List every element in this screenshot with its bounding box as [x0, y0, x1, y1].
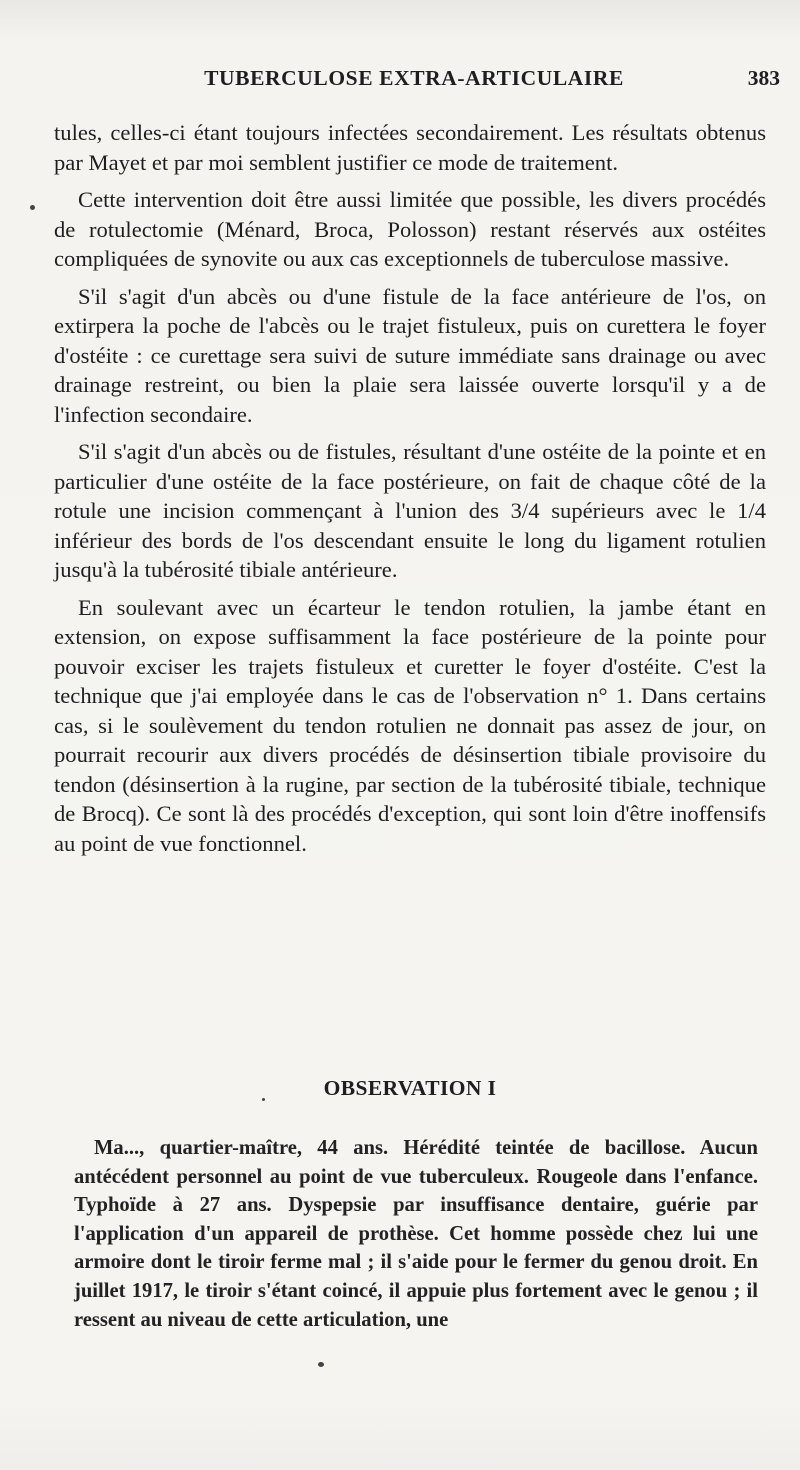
paragraph-2: Cette intervention doit être aussi limitée que possible, les divers procédés de rotulectomie (Ménard, Broca, Polosson) restant réservés aux ostéites compliquées de synovite ou aux cas exceptionnels de tuberculose massive. [54, 187, 766, 271]
print-speck [262, 1098, 265, 1101]
paragraph-3: S'il s'agit d'un abcès ou d'une fistule de la face antérieure de l'os, on extirpera la poche de l'abcès ou le trajet fistuleux, puis on curettera le foyer d'ostéite : ce curettage sera suivi de suture immédiate sans drainage ou avec drainage restreint, ou bien la plaie sera laissée ouverte lorsqu'il y a de l'infection secondaire. [54, 283, 766, 427]
observation-text [74, 1134, 758, 1334]
print-speck [30, 205, 35, 210]
running-title: TUBERCULOSE EXTRA-ARTICULAIRE [204, 66, 624, 90]
paragraph-4: S'il s'agit d'un abcès ou de fistules, résultant d'une ostéite de la pointe et en particulier d'une ostéite de la face postérieure, on fait de chaque côté de la rotule une incision commençant à l'union des 3/4 supérieurs avec le 1/4 inférieur des bords de l'os descendant ensuite le long du ligament rotulien jusqu'à la tubérosité tibiale antérieure. [54, 439, 766, 582]
observation-paragraph: Ma..., quartier-maître, 44 ans. Hérédité teintée de bacillose. Aucun antécédent personnel au point de vue tuberculeux. Rougeole dans l'enfance. Typhoïde à 27 ans. Dyspepsie par insuffisance dentaire, guérie par l'application d'un appareil de prothèse. Cet homme possède chez lui une armoire dont le tiroir ferme mal ; il s'aide pour le fermer du genou droit. En juillet 1917, le tiroir s'étant coincé, il appuie plus fortement avec le genou ; il ressent au niveau de cette articulation, une [74, 1137, 758, 1331]
page-number: 383 [747, 66, 780, 90]
paragraph-5: En soulevant avec un écarteur le tendon rotulien, la jambe étant en extension, on expose suffisamment la face postérieure de la pointe pour pouvoir exciser les trajets fistuleux et curetter le foyer d'ostéite. C'est la technique que j'ai employée dans le cas de l'observation n° 1. Dans certains cas, si le soulèvement du tendon rotulien ne donnait pas assez de jour, on pourrait recourir aux divers procédés de désinsertion tibiale provisoire du tendon (désinsertion à la rugine, par section de la tubérosité tibiale, technique de Brocq). Ce sont là des procédés d'exception, qui sont loin d'être inoffensifs au point de vue fonctionnel. [54, 594, 766, 856]
body-text [54, 118, 766, 866]
print-speck [318, 1362, 324, 1367]
observation-heading: OBSERVATION I [323, 1076, 497, 1100]
page-header [54, 66, 780, 96]
paragraph-1: tules, celles-ci étant toujours infectées secondairement. Les résultats obtenus par Mayet et par moi semblent justifier ce mode de traitement. [54, 120, 766, 175]
